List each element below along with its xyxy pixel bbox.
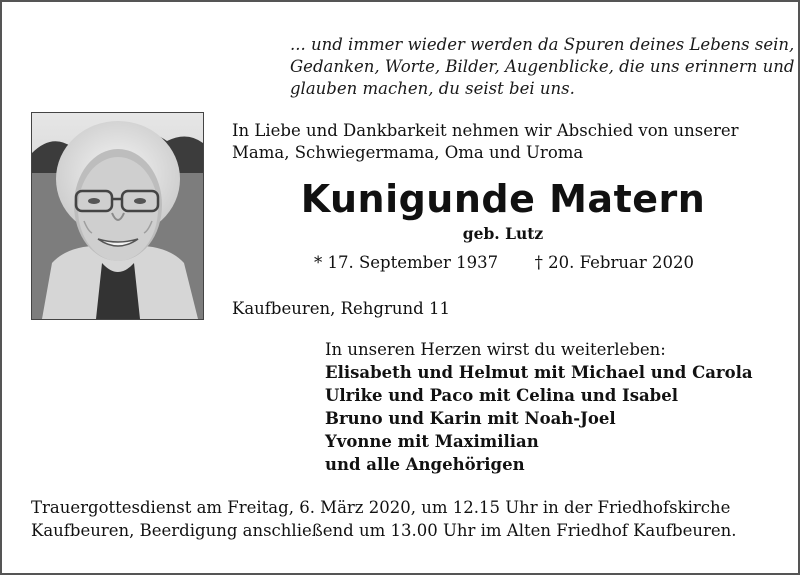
mourner-entry: Elisabeth und Helmut mit Michael und Carola — [325, 363, 753, 382]
portrait-photo — [31, 112, 204, 320]
mourner-entry: Yvonne mit Maximilian — [325, 432, 539, 451]
deceased-name: Kunigunde Matern — [300, 177, 706, 221]
life-dates — [314, 252, 734, 274]
birth-date: 17. September 1937 — [327, 253, 499, 272]
birth-symbol: * — [314, 253, 323, 272]
mourners-list — [325, 338, 785, 476]
death-date: 20. Februar 2020 — [548, 253, 694, 272]
intro-line: Mama, Schwiegermama, Oma und Uroma — [232, 143, 584, 162]
quote-line: ... und immer wieder werden da Spuren deines Lebens sein, — [290, 35, 795, 54]
death-symbol: † — [534, 253, 543, 272]
service-line: Kaufbeuren, Beerdigung anschließend um 13.00 Uhr im Alten Friedhof Kaufbeuren. — [31, 520, 737, 540]
mourner-entry: und alle Angehörigen — [325, 455, 525, 474]
intro-line: In Liebe und Dankbarkeit nehmen wir Abschied von unserer — [232, 121, 739, 140]
quote-line: Gedanken, Worte, Bilder, Augenblicke, die uns erinnern und — [290, 57, 795, 76]
service-line: Trauergottesdienst am Freitag, 6. März 2020, um 12.15 Uhr in der Friedhofskirche — [31, 498, 731, 517]
mourner-entry: Ulrike und Paco mit Celina und Isabel — [325, 386, 678, 405]
address: Kaufbeuren, Rehgrund 11 — [232, 299, 450, 318]
mourners-heading: In unseren Herzen wirst du weiterleben: — [325, 340, 666, 359]
intro-text — [232, 120, 792, 164]
birth-name: geb. Lutz — [462, 224, 544, 243]
memorial-quote — [290, 34, 795, 100]
quote-line: glauben machen, du seist bei uns. — [290, 79, 575, 98]
mourner-entry: Bruno und Karin mit Noah-Joel — [325, 409, 616, 428]
service-info — [31, 497, 791, 542]
